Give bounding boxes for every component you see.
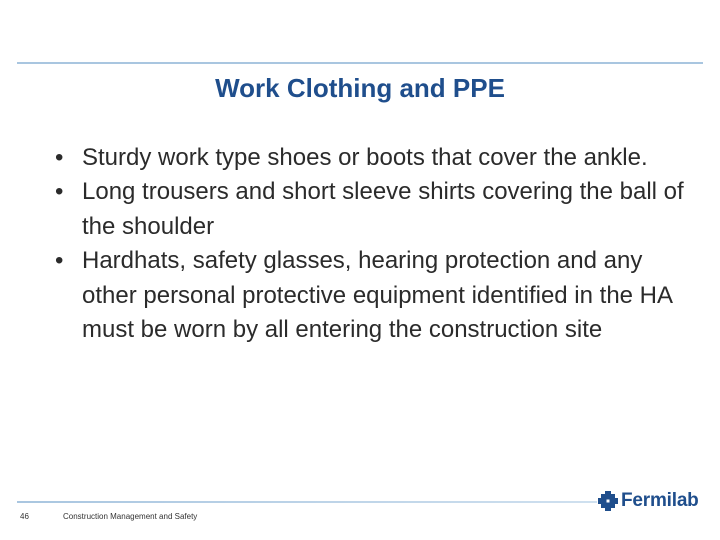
fermilab-logo-icon [598, 491, 618, 511]
fermilab-logo [598, 490, 699, 512]
bullet-list [55, 141, 685, 347]
logo-text: Fermilab [621, 490, 699, 511]
bullet-icon: • [55, 247, 64, 275]
slide-title: Work Clothing and PPE [215, 73, 505, 103]
footer-text: Construction Management and Safety [63, 512, 198, 521]
bullet-item [55, 244, 685, 347]
bullet-icon: • [55, 178, 64, 206]
bullet-text: Sturdy work type shoes or boots that cover the ankle. [82, 144, 648, 171]
bullet-item [55, 141, 685, 175]
bullet-text: Long trousers and short sleeve shirts covering the ball of the shoulder [82, 178, 684, 240]
bullet-item [55, 175, 685, 244]
page-number: 46 [20, 512, 29, 521]
bullet-icon: • [55, 144, 64, 171]
top-divider [17, 62, 703, 64]
bottom-divider [17, 501, 597, 503]
bullet-text: Hardhats, safety glasses, hearing protection and any other personal protective equipment identified in the HA must be worn by all entering the construction site [82, 247, 672, 344]
